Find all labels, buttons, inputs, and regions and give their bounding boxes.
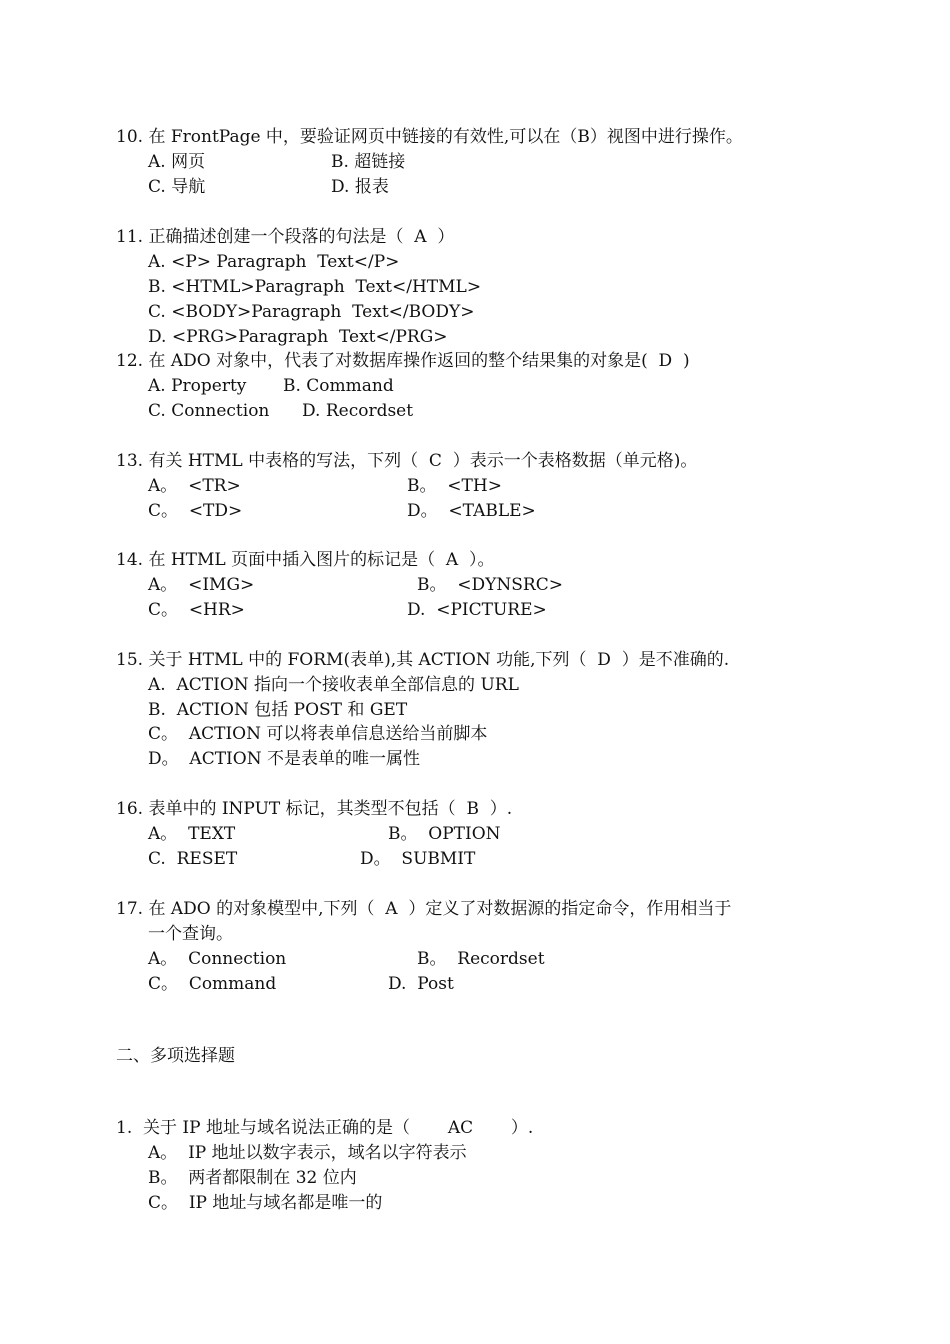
question-10-stem: 10. 在 FrontPage 中，要验证网页中链接的有效性,可以在（B）视图中进行操作。 (116, 127, 743, 147)
question-14-option-c: C。 <HR> (148, 600, 245, 620)
question-16-option-a: A。 TEXT (148, 824, 236, 844)
multi-question-1-stem: 1. 关于 IP 地址与域名说法正确的是（ AC ）. (116, 1118, 534, 1138)
question-15-option-d: D。 ACTION 不是表单的唯一属性 (148, 749, 420, 769)
question-15-option-c: C。 ACTION 可以将表单信息送给当前脚本 (148, 724, 488, 744)
question-13-option-b: B。 <TH> (407, 476, 502, 496)
question-15-option-a: A. ACTION 指向一个接收表单全部信息的 URL (148, 675, 519, 695)
question-17-option-d: D. Post (388, 974, 454, 994)
question-11-option-c: C. <BODY>Paragraph Text</BODY> (148, 302, 475, 322)
question-17-option-c: C。 Command (148, 974, 277, 994)
section-title: 二、多项选择题 (116, 1046, 235, 1066)
question-14-stem: 14. 在 HTML 页面中插入图片的标记是（ A ）。 (116, 550, 495, 570)
question-15-stem: 15. 关于 HTML 中的 FORM(表单),其 ACTION 功能,下列（ D ）是不准确的. (116, 650, 730, 670)
question-17-stem-line-2: 一个查询。 (148, 924, 233, 944)
multi-question-1-option-c: C。 IP 地址与域名都是唯一的 (148, 1193, 383, 1213)
question-16-option-d: D。 SUBMIT (360, 849, 476, 869)
question-12-option-b: B. Command (283, 376, 394, 396)
question-15-option-b: B. ACTION 包括 POST 和 GET (148, 700, 408, 720)
question-14-option-b: B。 <DYNSRC> (417, 575, 563, 595)
question-13-option-a: A。 <TR> (148, 476, 241, 496)
question-12-option-c: C. Connection (148, 401, 270, 421)
question-11-option-b: B. <HTML>Paragraph Text</HTML> (148, 277, 482, 297)
question-17-stem-line-1: 17. 在 ADO 的对象模型中,下列（ A ）定义了对数据源的指定命令，作用相当于 (116, 899, 732, 919)
question-16-stem: 16. 表单中的 INPUT 标记，其类型不包括（ B ）. (116, 799, 513, 819)
question-13-stem: 13. 有关 HTML 中表格的写法，下列（ C ）表示一个表格数据（单元格)。 (116, 451, 698, 471)
question-17-option-a: A。 Connection (148, 949, 287, 969)
question-10-option-a: A. 网页 (148, 152, 206, 172)
question-17-option-b: B。 Recordset (417, 949, 545, 969)
question-10-option-b: B. 超链接 (331, 152, 406, 172)
question-14-option-d: D. <PICTURE> (407, 600, 547, 620)
question-13-option-c: C。 <TD> (148, 501, 243, 521)
question-11-stem: 11. 正确描述创建一个段落的句法是（ A ） (116, 227, 455, 247)
multi-question-1-option-b: B。 两者都限制在 32 位内 (148, 1168, 357, 1188)
question-12-option-a: A. Property (148, 376, 247, 396)
question-10-option-d: D. 报表 (331, 177, 389, 197)
question-12-option-d: D. Recordset (302, 401, 414, 421)
question-11-option-d: D. <PRG>Paragraph Text</PRG> (148, 327, 448, 347)
question-12-stem: 12. 在 ADO 对象中，代表了对数据库操作返回的整个结果集的对象是( D ) (116, 351, 690, 371)
question-13-option-d: D。 <TABLE> (407, 501, 536, 521)
question-16-option-b: B。 OPTION (388, 824, 501, 844)
question-16-option-c: C. RESET (148, 849, 238, 869)
multi-question-1-option-a: A。 IP 地址以数字表示，域名以字符表示 (148, 1143, 467, 1163)
question-11-option-a: A. <P> Paragraph Text</P> (148, 252, 400, 272)
question-14-option-a: A。 <IMG> (148, 575, 255, 595)
question-10-option-c: C. 导航 (148, 177, 206, 197)
